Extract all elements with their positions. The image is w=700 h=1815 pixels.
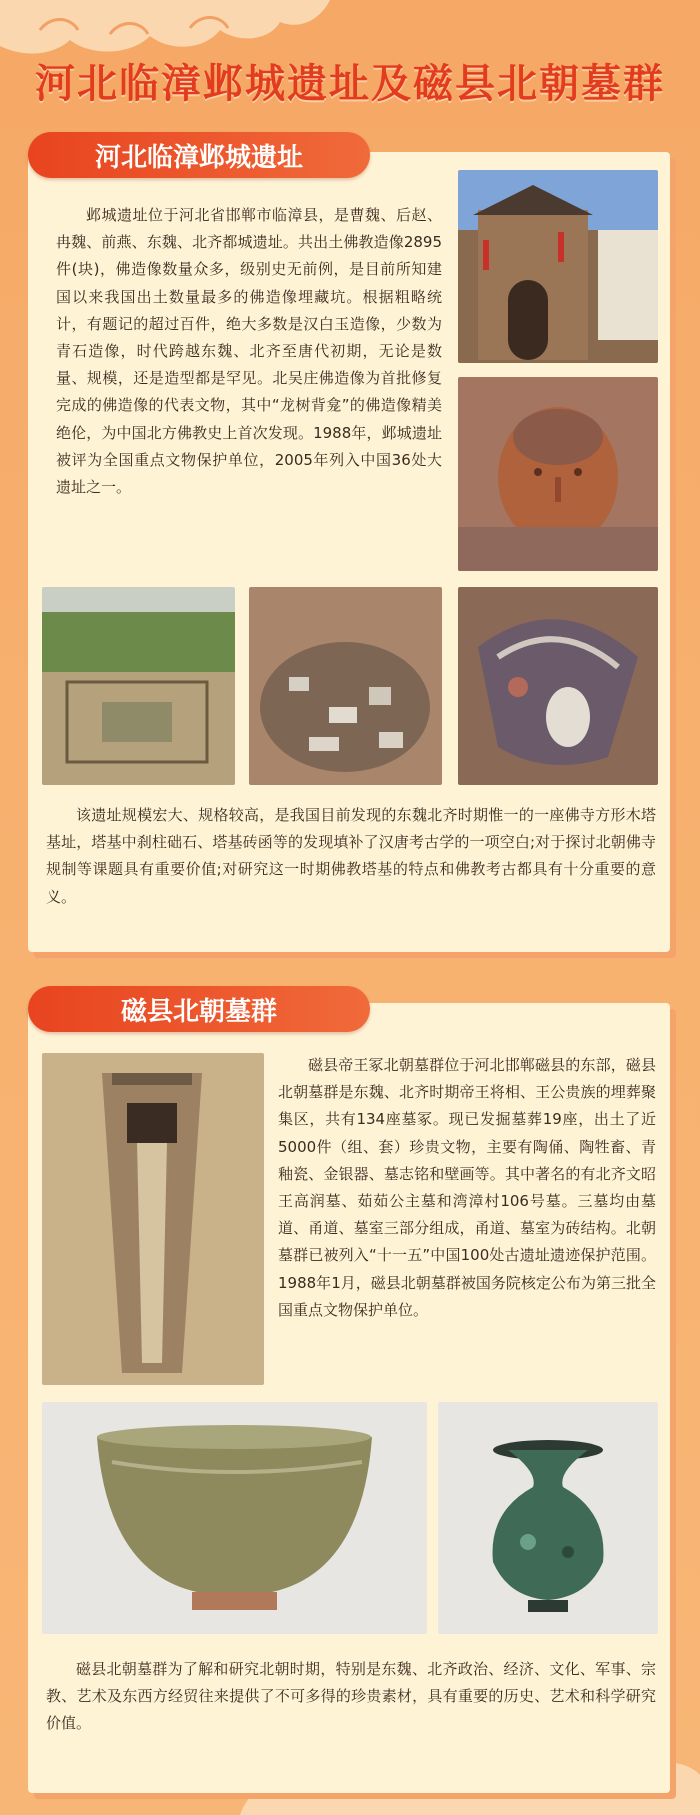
photo-tomb-passage (42, 1053, 264, 1385)
photo-bronze-vessel (438, 1402, 658, 1634)
yecheng-paragraph-1: 邺城遗址位于河北省邯郸市临漳县，是曹魏、后赵、冉魏、前燕、东魏、北齐都城遗址。共出土佛教造像2895件(块)，佛造像数量众多，级别史无前例，是目前所知建国以来我国出土数量最多的佛造像埋藏坑。根据粗略统计，有题记的超过百件，绝大多数是汉白玉造像，少数为青石造像，时代跨越东魏、北齐至唐代初期，无论是数量、规模，还是造型都是罕见。北吴庄佛造像为首批修复完成的佛造像的代表文物，其中“龙树背龛”的佛造像精美绝伦，为中国北方佛教史上首次发现。1988年，邺城遗址被评为全国重点文物保护单位，2005年列入中国36处大遗址之一。 (56, 206, 442, 497)
photo-buried-fragments (249, 587, 442, 785)
photo-celadon-bowl (42, 1402, 427, 1634)
photo-buddha-head (458, 377, 658, 571)
photo-gate-tower (458, 170, 658, 363)
cixian-paragraph-1: 磁县帝王冢北朝墓群位于河北邯郸磁县的东部，磁县北朝墓群是东魏、北齐时期帝王将相、王公贵族的埋葬聚集区，共有134座墓冢。现已发掘墓葬19座，出土了近5000件（组、套）珍贵文物，主要有陶俑、陶牲畜、青釉瓷、金银器、墓志铭和壁画等。其中著名的有北齐文昭王高润墓、茹茹公主墓和湾漳村106号墓。三墓均由墓道、甬道、墓室三部分组成，甬道、墓室为砖结构。北朝墓群已被列入“十一五”中国100处古遗址遗迹保护范围。1988年1月，磁县北朝墓群被国务院核定公布为第三批全国重点文物保护单位。 (278, 1056, 656, 1319)
page-title: 河北临漳邺城遗址及磁县北朝墓群 (35, 61, 665, 107)
cixian-paragraph-2: 磁县北朝墓群为了解和研究北朝时期，特别是东魏、北齐政治、经济、文化、军事、宗教、艺术及东西方经贸往来提供了不可多得的珍贵素材，具有重要的历史、艺术和科学研究价值。 (46, 1660, 656, 1733)
yecheng-paragraph-2: 该遗址规模宏大、规格较高，是我国目前发现的东魏北齐时期惟一的一座佛寺方形木塔基址，塔基中刹柱础石、塔基砖函等的发现填补了汉唐考古学的一项空白;对于探讨北朝佛寺规制等课题具有重要价值;对研究这一时期佛教塔基的特点和佛教考古都具有十分重要的意义。 (46, 806, 656, 906)
photo-excavation-site-aerial (42, 587, 235, 785)
section-heading-yecheng: 河北临漳邺城遗址 (28, 132, 370, 178)
photo-buddha-relief-fragment (458, 587, 658, 785)
section-heading-cixian: 磁县北朝墓群 (28, 986, 370, 1032)
cloud-decoration-top-left (0, 0, 330, 60)
